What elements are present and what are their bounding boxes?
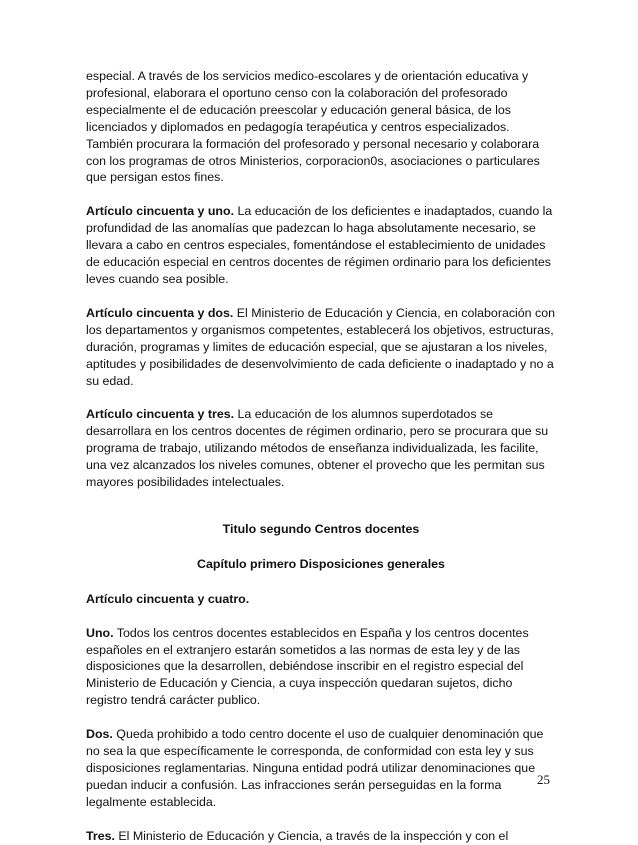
- article-52: [86, 305, 556, 390]
- paragraph-intro: especial. A través de los servicios medico-escolares y de orientación educativa y profesional, elaborara el oportuno censo con la colaboración del profesorado especialmente el de educación preescolar y educación general básica, de los licenciados y diplomados en pedagogía terapéutica y centros especializados. También procurara la formación del profesorado y personal necesario y colaborara con los programas de otros Ministerios, corporacion0s, asociaciones o particulares que persigan estos fines.: [86, 69, 540, 185]
- section-heading: Tres.: [86, 828, 115, 843]
- article-heading: Artículo cincuenta y dos.: [86, 305, 234, 320]
- article-heading: Artículo cincuenta y uno.: [86, 204, 235, 219]
- chapter-heading: Capítulo primero Disposiciones generales: [197, 556, 445, 571]
- section-uno: [86, 625, 556, 710]
- article-51: [86, 203, 556, 288]
- page-number: 25: [537, 772, 550, 787]
- section-body: Todos los centros docentes establecidos en España y los centros docentes españoles en el extranjero estarán sometidos a las normas de esta ley y de las disposiciones que la desarrollen, debiéndose inscribir en el registro especial del Ministerio de Educación y Ciencia, a cuya inspección quedaran sujetos, dicho registro tendrá carácter publico.: [86, 625, 529, 708]
- article-body: La educación de los deficientes e inadaptados, cuando la profundidad de las anomalías que padezcan lo haga absolutamente necesario, se llevara a cabo en centros especiales, fomentándose el establecimiento de unidades de educación especial en centros docentes de régimen ordinario para los deficientes leves cuando sea posible.: [86, 204, 553, 286]
- article-heading: Artículo cincuenta y tres.: [86, 407, 235, 422]
- article-53: [86, 406, 556, 491]
- section-dos: [86, 726, 556, 811]
- section-tres: [86, 828, 556, 845]
- article-54-heading: [86, 591, 556, 608]
- body-text: [86, 68, 556, 845]
- article-body: La educación de los alumnos superdotados se desarrollara en los centros docentes de régimen ordinario, pero se procurara que su programa de trabajo, utilizando métodos de enseñanza individualizada, les facilite, una vez alcanzados los niveles comunes, obtener el provecho que les permitan sus mayores posibilidades intelectuales.: [86, 407, 549, 490]
- article-body: El Ministerio de Educación y Ciencia, en colaboración con los departamentos y organismos competentes, establecerá los objetivos, estructuras, duración, programas y limites de educación especial, que se ajustaran a los niveles, aptitudes y posibilidades de desenvolvimiento de cada deficiente o inadaptado y no a su edad.: [86, 305, 555, 388]
- section-heading: Uno.: [86, 625, 114, 640]
- section-body: El Ministerio de Educación y Ciencia, a través de la inspección y con el: [114, 828, 509, 843]
- section-heading: Dos.: [86, 727, 113, 742]
- title-heading: Titulo segundo Centros docentes: [222, 521, 420, 536]
- article-heading: Artículo cincuenta y cuatro.: [86, 591, 250, 606]
- section-body: Queda prohibido a todo centro docente el uso de cualquier denominación que no sea la que específicamente le corresponda, de conformidad con esta ley y sus disposiciones reglamentarias. Ninguna entidad podrá utilizar denominaciones que puedan inducir a confusión. Las infracciones serán perseguidas en la forma legalmente establecida.: [86, 727, 544, 809]
